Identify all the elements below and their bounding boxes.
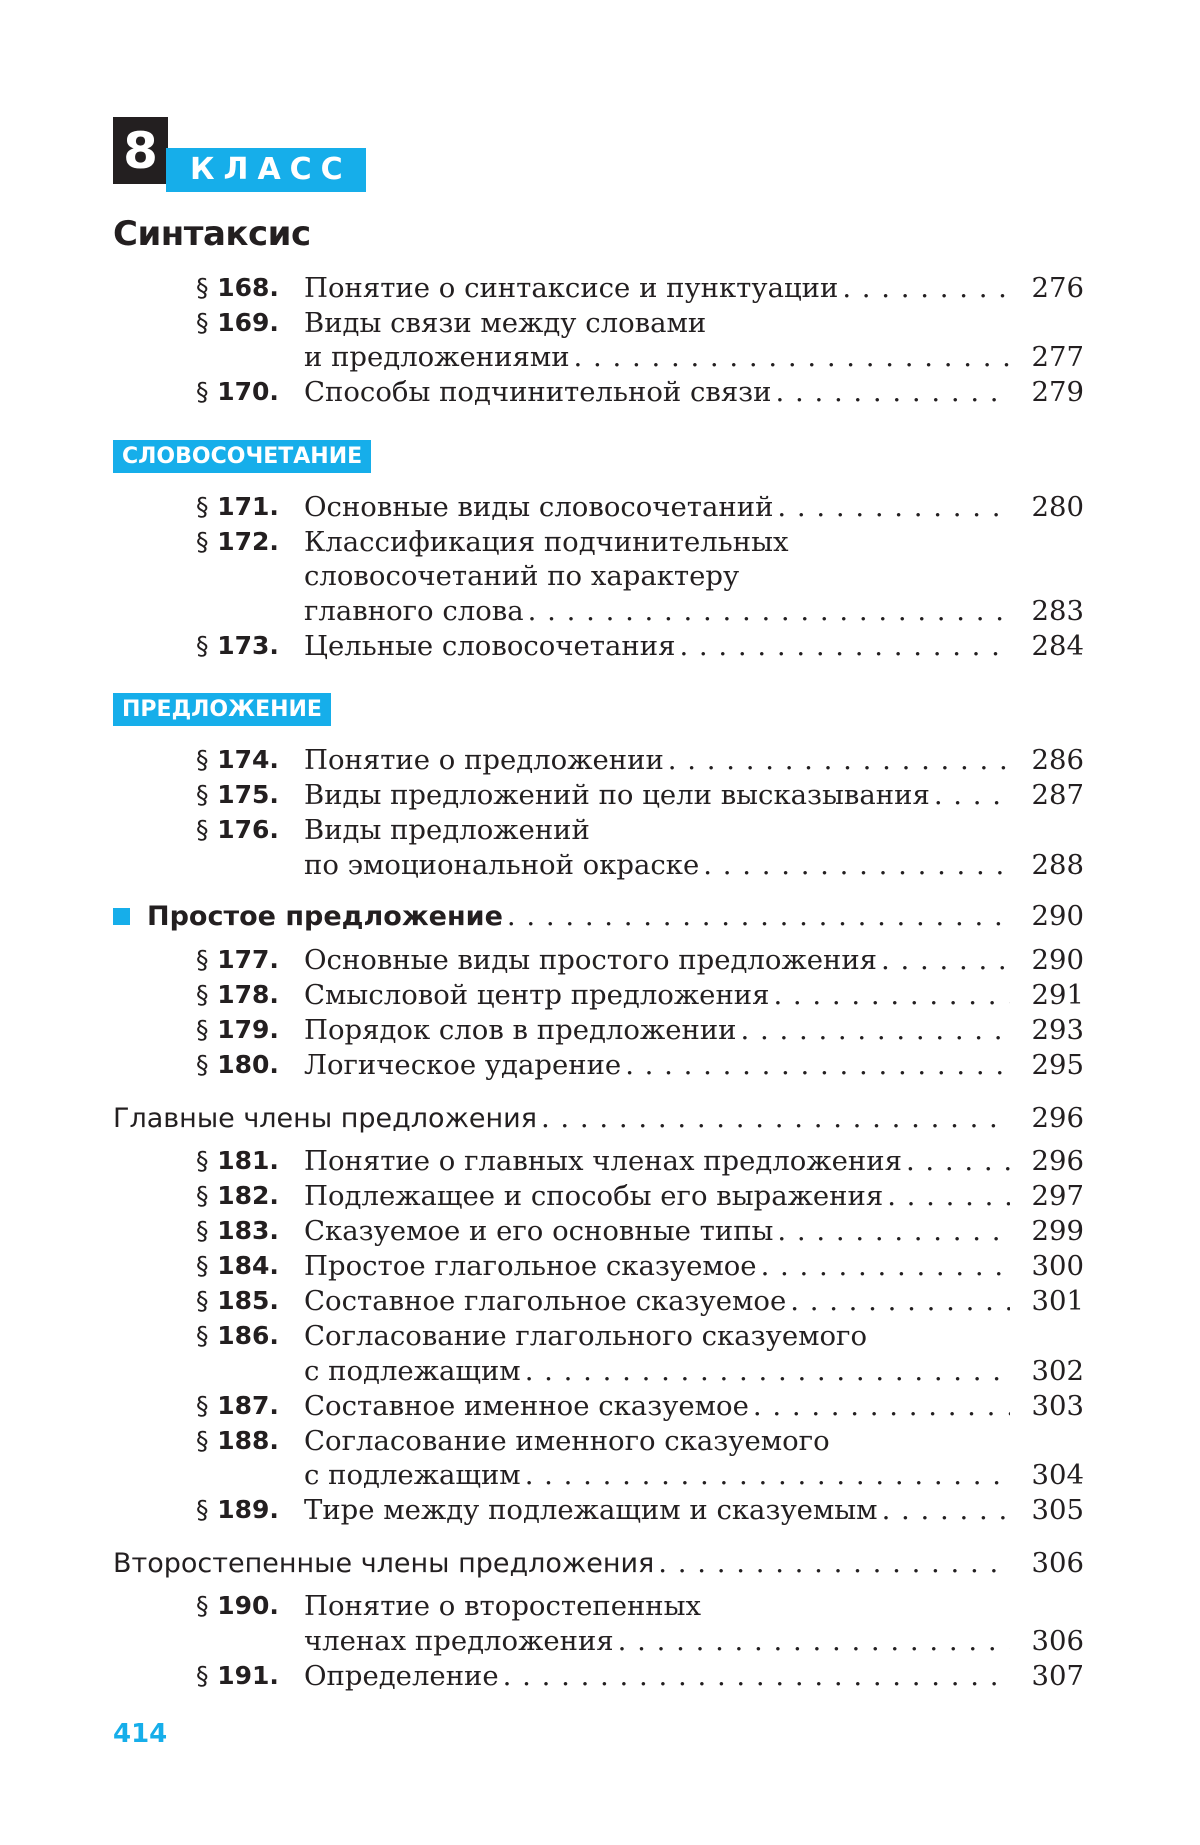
- section-label-slovosochetanie: СЛОВОСОЧЕТАНИЕ: [113, 440, 371, 473]
- heading-title: Главные члены предложения: [113, 1103, 537, 1134]
- section-sign: §: [196, 1146, 209, 1175]
- section-sign: §: [196, 273, 209, 302]
- entry-title: Способы подчинительной связи: [304, 376, 772, 408]
- page-number: 304: [1031, 1459, 1084, 1491]
- entry-title: Понятие о синтаксисе и пунктуации: [304, 272, 839, 304]
- entry-title: Виды предложений по цели высказывания: [304, 779, 930, 811]
- page-number: 280: [1031, 491, 1084, 523]
- entry-title: Классификация подчинительных: [304, 526, 789, 558]
- paragraph-number: 168.: [217, 273, 279, 302]
- entry-title: Составное именное сказуемое: [304, 1390, 749, 1422]
- toc-entry-176-cont[interactable]: [0, 848, 1200, 882]
- section-sign: §: [196, 1286, 209, 1315]
- entry-title: Основные виды простого предложения: [304, 944, 878, 976]
- section-sign: §: [196, 492, 209, 521]
- page-number: 295: [1031, 1049, 1084, 1081]
- page-number: 290: [1031, 900, 1084, 932]
- page-number: 296: [1031, 1102, 1084, 1134]
- section-sign: §: [196, 945, 209, 974]
- paragraph-number: 191.: [217, 1661, 279, 1690]
- page-number: 293: [1031, 1014, 1084, 1046]
- paragraph-number: 169.: [217, 308, 279, 337]
- page-number: 284: [1031, 630, 1084, 662]
- section-label-predlozhenie: ПРЕДЛОЖЕНИЕ: [113, 693, 331, 726]
- section-sign: §: [196, 308, 209, 337]
- toc-entry-173[interactable]: [0, 629, 1200, 663]
- entry-title-cont: с подлежащим: [304, 1355, 521, 1387]
- grade-label-banner: КЛАСС: [166, 148, 366, 192]
- section-sign: §: [196, 980, 209, 1009]
- heading-title: Второстепенные члены предложения: [113, 1548, 655, 1579]
- paragraph-number: 175.: [217, 780, 279, 809]
- entry-title-cont: с подлежащим: [304, 1459, 521, 1491]
- toc-entry-168[interactable]: [0, 271, 1200, 305]
- toc-entry-186[interactable]: [0, 1319, 1200, 1353]
- toc-entry-183[interactable]: [0, 1214, 1200, 1248]
- toc-entry-177[interactable]: [0, 943, 1200, 977]
- paragraph-number: 179.: [217, 1015, 279, 1044]
- paragraph-number: 184.: [217, 1251, 279, 1280]
- paragraph-number: 177.: [217, 945, 279, 974]
- page-number: 286: [1031, 744, 1084, 776]
- paragraph-number: 189.: [217, 1495, 279, 1524]
- paragraph-number: 187.: [217, 1391, 279, 1420]
- page-number: 307: [1031, 1660, 1084, 1692]
- page-number: 305: [1031, 1494, 1084, 1526]
- page-number: 279: [1031, 376, 1084, 408]
- entry-title-cont: словосочетаний по характеру: [304, 560, 740, 592]
- toc-entry-188-cont[interactable]: [0, 1458, 1200, 1492]
- entry-title: Виды связи между словами: [304, 307, 707, 339]
- toc-entry-170[interactable]: [0, 375, 1200, 409]
- toc-entry-185[interactable]: [0, 1284, 1200, 1318]
- page-number: 306: [1031, 1625, 1084, 1657]
- page-number: 288: [1031, 849, 1084, 881]
- entry-title: Сказуемое и его основные типы: [304, 1215, 774, 1247]
- toc-heading-secondary-members[interactable]: [0, 1546, 1200, 1580]
- entry-title: Составное глагольное сказуемое: [304, 1285, 787, 1317]
- section-sign: §: [196, 1495, 209, 1524]
- section-sign: §: [196, 631, 209, 660]
- toc-entry-184[interactable]: [0, 1249, 1200, 1283]
- section-sign: §: [196, 1391, 209, 1420]
- paragraph-number: 173.: [217, 631, 279, 660]
- entry-title-cont: и предложениями: [304, 341, 570, 373]
- toc-entry-178[interactable]: [0, 978, 1200, 1012]
- paragraph-number: 171.: [217, 492, 279, 521]
- page-number: 291: [1031, 979, 1084, 1011]
- paragraph-number: 176.: [217, 815, 279, 844]
- section-sign: §: [196, 1251, 209, 1280]
- toc-entry-171[interactable]: [0, 490, 1200, 524]
- page-number: 287: [1031, 779, 1084, 811]
- toc-entry-172-cont2[interactable]: [0, 594, 1200, 628]
- paragraph-number: 180.: [217, 1050, 279, 1079]
- page-number: 303: [1031, 1390, 1084, 1422]
- entry-title: Определение: [304, 1660, 499, 1692]
- paragraph-number: 170.: [217, 377, 279, 406]
- section-sign: §: [196, 377, 209, 406]
- entry-title: Основные виды словосочетаний: [304, 491, 774, 523]
- page-number: 296: [1031, 1145, 1084, 1177]
- section-sign: §: [196, 1181, 209, 1210]
- paragraph-number: 178.: [217, 980, 279, 1009]
- toc-entry-190[interactable]: [0, 1589, 1200, 1623]
- toc-entry-172[interactable]: [0, 525, 1200, 559]
- paragraph-number: 181.: [217, 1146, 279, 1175]
- entry-title: Простое глагольное сказуемое: [304, 1250, 757, 1282]
- paragraph-number: 190.: [217, 1591, 279, 1620]
- paragraph-number: 188.: [217, 1426, 279, 1455]
- paragraph-number: 182.: [217, 1181, 279, 1210]
- section-sign: §: [196, 1321, 209, 1350]
- page-number: 290: [1031, 944, 1084, 976]
- entry-title: Цельные словосочетания: [304, 630, 676, 662]
- toc-heading-main-members[interactable]: [0, 1101, 1200, 1135]
- section-sign: §: [196, 815, 209, 844]
- entry-title: Понятие о предложении: [304, 744, 664, 776]
- toc-entry-172-cont[interactable]: [0, 559, 1200, 593]
- entry-title-cont: по эмоциональной окраске: [304, 849, 700, 881]
- paragraph-number: 185.: [217, 1286, 279, 1315]
- page-number: 299: [1031, 1215, 1084, 1247]
- toc-entry-176[interactable]: [0, 813, 1200, 847]
- heading-title: Простое предложение: [147, 901, 503, 932]
- entry-title: Тире между подлежащим и сказуемым: [304, 1494, 878, 1526]
- entry-title: Смысловой центр предложения: [304, 979, 770, 1011]
- section-sign: §: [196, 1015, 209, 1044]
- toc-entry-191[interactable]: [0, 1659, 1200, 1693]
- section-sign: §: [196, 527, 209, 556]
- entry-title: Виды предложений: [304, 814, 590, 846]
- paragraph-number: 172.: [217, 527, 279, 556]
- section-sign: §: [196, 1661, 209, 1690]
- entry-title: Подлежащее и способы его выражения: [304, 1180, 884, 1212]
- toc-heading-simple-sentence[interactable]: [0, 899, 1200, 933]
- entry-title-cont: главного слова: [304, 595, 524, 627]
- toc-entry-174[interactable]: [0, 743, 1200, 777]
- section-title: Синтаксис: [113, 214, 311, 254]
- page-number: 306: [1031, 1547, 1084, 1579]
- section-sign: §: [196, 1591, 209, 1620]
- toc-entry-180[interactable]: [0, 1048, 1200, 1082]
- page-number: 297: [1031, 1180, 1084, 1212]
- paragraph-number: 174.: [217, 745, 279, 774]
- toc-entry-189[interactable]: [0, 1493, 1200, 1527]
- toc-entry-186-cont[interactable]: [0, 1354, 1200, 1388]
- entry-title: Понятие о второстепенных: [304, 1590, 702, 1622]
- entry-title: Согласование именного сказуемого: [304, 1425, 830, 1457]
- section-sign: §: [196, 1050, 209, 1079]
- entry-title: Порядок слов в предложении: [304, 1014, 737, 1046]
- toc-entry-181[interactable]: [0, 1144, 1200, 1178]
- grade-number-box: 8: [113, 117, 168, 184]
- toc-entry-169[interactable]: [0, 306, 1200, 340]
- section-sign: §: [196, 1426, 209, 1455]
- section-sign: §: [196, 780, 209, 809]
- section-sign: §: [196, 1216, 209, 1245]
- paragraph-number: 183.: [217, 1216, 279, 1245]
- entry-title: Логическое ударение: [304, 1049, 622, 1081]
- entry-title: Согласование глагольного сказуемого: [304, 1320, 867, 1352]
- square-bullet-icon: [113, 908, 130, 925]
- toc-entry-182[interactable]: [0, 1179, 1200, 1213]
- toc-entry-188[interactable]: [0, 1424, 1200, 1458]
- page-number: 276: [1031, 272, 1084, 304]
- page-footer-number: 414: [113, 1719, 168, 1749]
- toc-entry-179[interactable]: [0, 1013, 1200, 1047]
- toc-entry-187[interactable]: [0, 1389, 1200, 1423]
- page-number: 302: [1031, 1355, 1084, 1387]
- toc-entry-175[interactable]: [0, 778, 1200, 812]
- page-number: 301: [1031, 1285, 1084, 1317]
- entry-title: Понятие о главных членах предложения: [304, 1145, 902, 1177]
- page-number: 277: [1031, 341, 1084, 373]
- section-sign: §: [196, 745, 209, 774]
- page-number: 300: [1031, 1250, 1084, 1282]
- toc-entry-190-cont[interactable]: [0, 1624, 1200, 1658]
- paragraph-number: 186.: [217, 1321, 279, 1350]
- page-number: 283: [1031, 595, 1084, 627]
- entry-title-cont: членах предложения: [304, 1625, 614, 1657]
- toc-entry-169-cont[interactable]: [0, 340, 1200, 374]
